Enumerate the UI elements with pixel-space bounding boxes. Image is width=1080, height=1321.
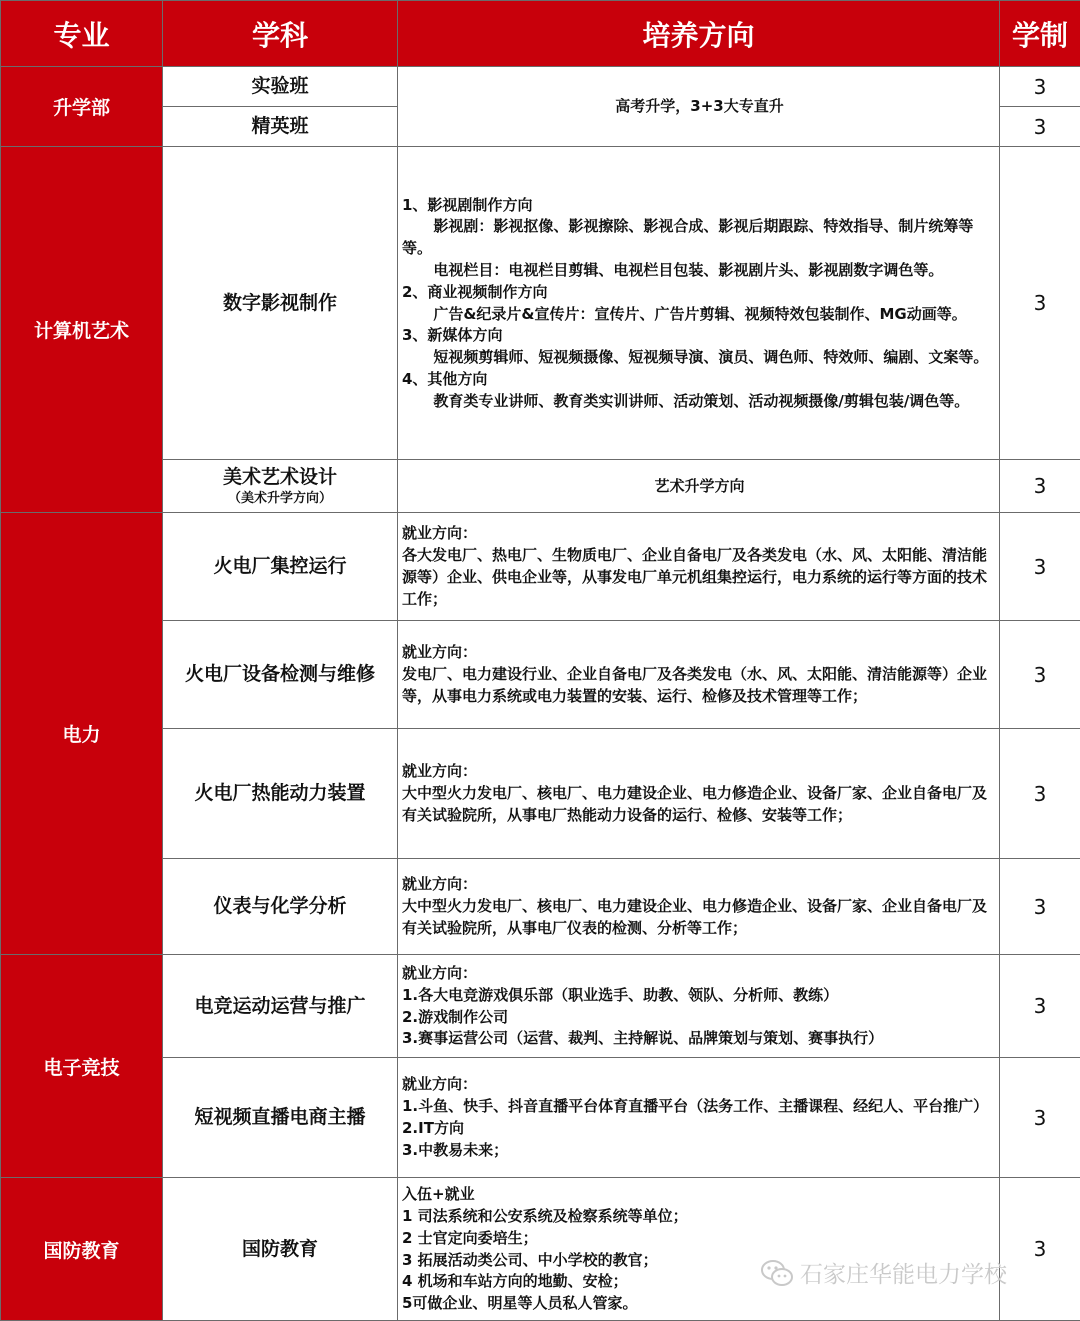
table-row: [1, 460, 1080, 513]
direction-line: 1.斗鱼、快手、抖音直播平台体育直播平台（法务工作、主播课程、经纪人、平台推广）: [402, 1096, 997, 1118]
header-subject: 学科: [163, 1, 398, 67]
subject-name: 实验班: [251, 75, 308, 97]
subject-cell: [163, 955, 398, 1058]
table-row: [1, 621, 1080, 729]
subject-cell: [163, 67, 398, 107]
subject-name: 美术艺术设计: [223, 466, 337, 488]
header-direction: 培养方向: [398, 1, 1000, 67]
direction-cell: [398, 513, 1000, 621]
direction-line: 各大发电厂、热电厂、生物质电厂、企业自备电厂及各类发电（水、风、太阳能、清洁能源等）企业、供电企业等，从事发电厂单元机组集控运行，电力系统的运行等方面的技术工作；: [402, 545, 997, 610]
subject-cell: [163, 1058, 398, 1178]
direction-line: 2 士官定向委培生；: [402, 1228, 997, 1250]
direction-line: 就业方向：: [402, 874, 997, 896]
direction-line: 艺术升学方向: [402, 476, 997, 498]
major-cell: 电子竞技: [1, 955, 163, 1178]
direction-line: 大中型火力发电厂、核电厂、电力建设企业、电力修造企业、设备厂家、企业自备电厂及有关试验院所，从事电厂仪表的检测、分析等工作；: [402, 896, 997, 940]
subject-cell: [163, 1178, 398, 1321]
years-cell: 3: [1000, 955, 1080, 1058]
years-cell: 3: [1000, 859, 1080, 955]
direction-line: 1 司法系统和公安系统及检察系统等单位；: [402, 1206, 997, 1228]
direction-line: 高考升学，3+3大专直升: [402, 96, 997, 118]
direction-cell: [398, 729, 1000, 859]
years-cell: 3: [1000, 729, 1080, 859]
direction-line: 就业方向：: [402, 1074, 997, 1096]
direction-line: 影视剧：影视抠像、影视擦除、影视合成、影视后期跟踪、特效指导、制片统筹等等。: [402, 216, 997, 260]
direction-line: 广告&纪录片&宣传片：宣传片、广告片剪辑、视频特效包装制作、MG动画等。: [402, 304, 997, 326]
years-cell: 3: [1000, 621, 1080, 729]
direction-cell: [398, 1178, 1000, 1321]
years-cell: 3: [1000, 107, 1080, 147]
direction-line: 1.各大电竞游戏俱乐部（职业选手、助教、领队、分析师、教练）: [402, 985, 997, 1007]
major-cell: 计算机艺术: [1, 147, 163, 513]
subject-note: （美术升学方向）: [163, 490, 397, 508]
subject-name: 短视频直播电商主播: [194, 1106, 365, 1128]
major-cell: 国防教育: [1, 1178, 163, 1321]
table-row: [1, 513, 1080, 621]
direction-cell: [398, 955, 1000, 1058]
direction-line: 2.IT方向: [402, 1118, 997, 1140]
table-row: [1, 1058, 1080, 1178]
table-header-row: [1, 1, 1080, 67]
subject-name: 精英班: [251, 115, 308, 137]
subject-name: 国防教育: [242, 1238, 318, 1260]
direction-cell: [398, 67, 1000, 147]
major-cell: 电力: [1, 513, 163, 955]
direction-line: 就业方向：: [402, 523, 997, 545]
years-cell: 3: [1000, 67, 1080, 107]
header-major: 专业: [1, 1, 163, 67]
years-cell: 3: [1000, 460, 1080, 513]
direction-line: 教育类专业讲师、教育类实训讲师、活动策划、活动视频摄像/剪辑包装/调色等。: [402, 391, 997, 413]
years-cell: 3: [1000, 147, 1080, 460]
watermark-text: 石家庄华能电力学校: [800, 1256, 1007, 1289]
subject-name: 火电厂设备检测与维修: [185, 663, 375, 685]
direction-cell: [398, 859, 1000, 955]
direction-line: 3.中教易未来；: [402, 1140, 997, 1162]
years-cell: 3: [1000, 1178, 1080, 1321]
direction-cell: [398, 621, 1000, 729]
direction-cell: [398, 1058, 1000, 1178]
wechat-icon: [760, 1258, 794, 1288]
subject-cell: [163, 729, 398, 859]
subject-cell: [163, 859, 398, 955]
subject-cell: [163, 460, 398, 513]
table-row: [1, 147, 1080, 460]
subject-name: 电竞运动运营与推广: [194, 995, 365, 1017]
direction-line: 2、商业视频制作方向: [402, 282, 997, 304]
direction-line: 3、新媒体方向: [402, 325, 997, 347]
subject-name: 火电厂集控运行: [213, 555, 346, 577]
major-cell: 升学部: [1, 67, 163, 147]
direction-line: 就业方向：: [402, 963, 997, 985]
direction-line: 电视栏目：电视栏目剪辑、电视栏目包装、影视剧片头、影视剧数字调色等。: [402, 260, 997, 282]
direction-line: 4 机场和车站方向的地勤、安检；: [402, 1271, 997, 1293]
direction-line: 5可做企业、明星等人员私人管家。: [402, 1293, 997, 1315]
subject-cell: [163, 147, 398, 460]
header-years: 学制: [1000, 1, 1080, 67]
direction-line: 3 拓展活动类公司、中小学校的教官；: [402, 1250, 997, 1272]
direction-line: 3.赛事运营公司（运营、裁判、主持解说、品牌策划与策划、赛事执行）: [402, 1028, 997, 1050]
subject-name: 火电厂热能动力装置: [194, 782, 365, 804]
table-row: [1, 729, 1080, 859]
direction-line: 就业方向：: [402, 642, 997, 664]
table-row: [1, 859, 1080, 955]
direction-line: 入伍+就业: [402, 1184, 997, 1206]
direction-line: 4、其他方向: [402, 369, 997, 391]
subject-cell: [163, 107, 398, 147]
table-row: [1, 1178, 1080, 1321]
subject-name: 仪表与化学分析: [213, 895, 346, 917]
direction-line: 就业方向：: [402, 761, 997, 783]
years-cell: 3: [1000, 1058, 1080, 1178]
years-cell: 3: [1000, 513, 1080, 621]
direction-cell: [398, 460, 1000, 513]
direction-line: 1、影视剧制作方向: [402, 195, 997, 217]
direction-line: 发电厂、电力建设行业、企业自备电厂及各类发电（水、风、太阳能、清洁能源等）企业等，从事电力系统或电力装置的安装、运行、检修及技术管理等工作；: [402, 664, 997, 708]
subject-name: 数字影视制作: [223, 292, 337, 314]
table-row: [1, 67, 1080, 107]
subject-cell: [163, 621, 398, 729]
watermark: [760, 1256, 1007, 1289]
direction-cell: [398, 147, 1000, 460]
direction-line: 2.游戏制作公司: [402, 1007, 997, 1029]
table-row: [1, 955, 1080, 1058]
direction-line: 短视频剪辑师、短视频摄像、短视频导演、演员、调色师、特效师、编剧、文案等。: [402, 347, 997, 369]
subject-cell: [163, 513, 398, 621]
direction-line: 大中型火力发电厂、核电厂、电力建设企业、电力修造企业、设备厂家、企业自备电厂及有关试验院所，从事电厂热能动力设备的运行、检修、安装等工作；: [402, 783, 997, 827]
